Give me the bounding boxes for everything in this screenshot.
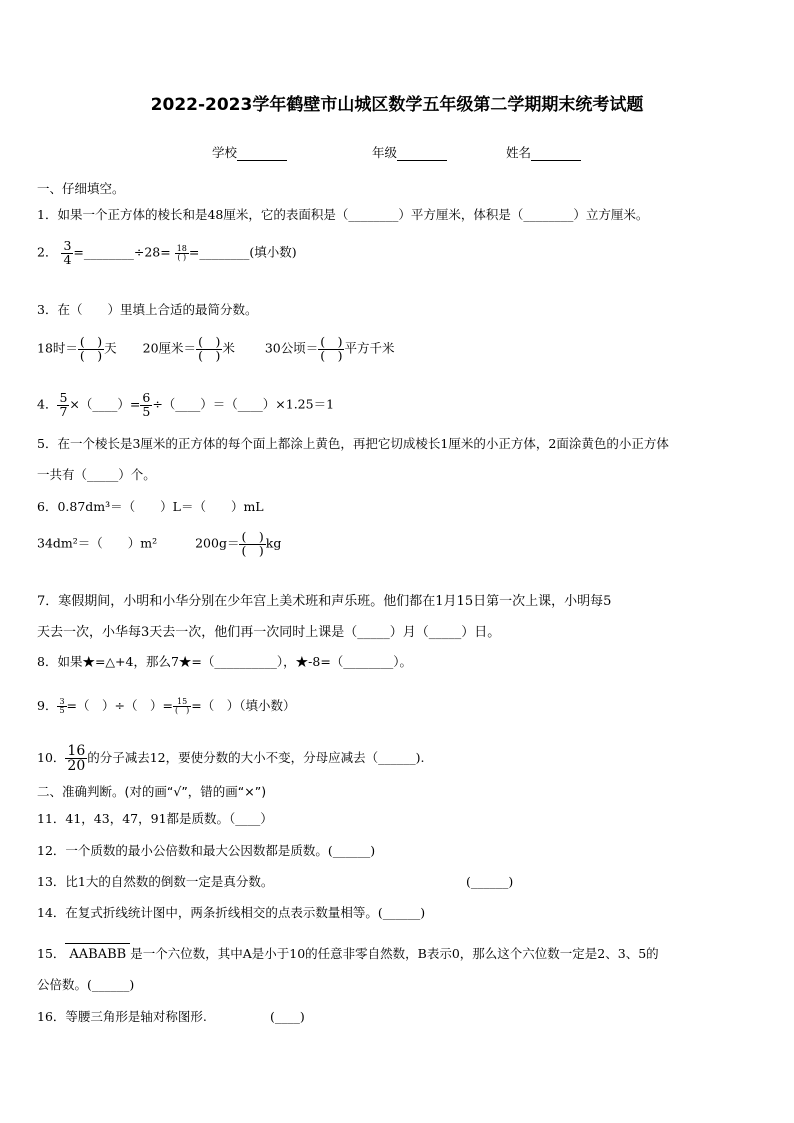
q6-unit: kg xyxy=(265,535,282,551)
q9-text-b: =（ ）（填小数） xyxy=(191,698,296,713)
school-label: 学校 xyxy=(212,145,238,160)
q3-fraction-c: $\frac{( )}{( )}$ xyxy=(320,334,343,363)
q15-overline-number: AABABB xyxy=(65,943,130,961)
q3-unit-c: 平方千米 xyxy=(344,340,395,356)
q4-text-a: ×（____）= xyxy=(69,396,141,412)
q3-part-b: 20厘米＝ xyxy=(142,340,197,356)
question-11: 11．41，43，47，91都是质数。（____） xyxy=(37,811,273,826)
q9-number: 9． xyxy=(37,698,58,713)
question-5-line-2: 一共有（_____）个。 xyxy=(37,467,156,482)
question-6-line-2 xyxy=(37,531,281,557)
section-2-heading: 二、准确判断。(对的画“√”，错的画“×”) xyxy=(37,784,267,799)
q2-small-num: 18 xyxy=(176,243,187,253)
question-16: 16．等腰三角形是轴对称图形. xyxy=(37,1009,207,1024)
q3-unit-b: 米 xyxy=(222,340,235,356)
name-label: 姓名 xyxy=(506,145,532,160)
question-4 xyxy=(37,392,334,418)
q2-end: =________(填小数) xyxy=(188,244,297,260)
q2-number: 2． xyxy=(37,244,58,260)
q15-number: 15． xyxy=(37,946,66,961)
q3-fraction-a: $\frac{( )}{( )}$ xyxy=(79,334,103,363)
name-blank[interactable] xyxy=(531,148,581,161)
school-blank[interactable] xyxy=(237,148,287,161)
school-field xyxy=(212,143,287,161)
question-9 xyxy=(37,698,295,715)
q9-fraction-b: $\frac{15}{( )}$ xyxy=(174,697,190,715)
page-title: 2022-2023学年鹤壁市山城区数学五年级第二学期期末统考试题 xyxy=(150,95,644,115)
question-15-line-1 xyxy=(37,943,659,961)
q2-middle: =________÷28= xyxy=(73,244,171,260)
question-5-line-1: 5．在一个棱长是3厘米的正方体的每个面上都涂上黄色，再把它切成棱长1厘米的小正方体，2面涂黄色的小正方体 xyxy=(37,436,669,451)
question-2 xyxy=(37,240,297,266)
question-12: 12．一个质数的最小公倍数和最大公因数都是质数。(______) xyxy=(37,843,376,858)
q2-fraction-num: 3 xyxy=(63,238,72,253)
q4-number: 4． xyxy=(37,396,58,412)
question-13-blank[interactable]: (______) xyxy=(466,874,514,889)
q10-number: 10． xyxy=(37,750,66,765)
name-field xyxy=(506,143,581,161)
question-3: 3．在（ ）里填上合适的最简分数。 xyxy=(37,302,258,317)
q10-text: 的分子减去12，要使分数的大小不变，分母应减去（______). xyxy=(87,750,425,765)
q4-fraction-b: $\frac{6}{5}$ xyxy=(142,390,151,419)
q3-unit-a: 天 xyxy=(104,340,117,356)
q2-small-fraction xyxy=(175,245,189,262)
q2-small-den: ( ) xyxy=(175,253,189,262)
q6-fraction: $\frac{( )}{( )}$ xyxy=(241,529,264,558)
question-8: 8．如果★=△+4，那么7★=（__________），★-8=（________）。 xyxy=(37,654,413,669)
grade-blank[interactable] xyxy=(397,148,447,161)
q4-fraction-a: $\frac{5}{7}$ xyxy=(59,390,68,419)
q10-fraction: $\frac{16}{20}$ xyxy=(67,743,86,774)
q15-text: 是一个六位数，其中A是小于10的任意非零自然数，B表示0，那么这个六位数一定是2、3、5的 xyxy=(130,946,659,961)
question-7-line-1: 7．寒假期间，小明和小华分别在少年宫上美术班和声乐班。他们都在1月15日第一次上课，小明每5 xyxy=(37,594,612,609)
question-7-line-2: 天去一次，小华每3天去一次，他们再一次同时上课是（_____）月（_____）日。 xyxy=(37,625,501,640)
question-1: 1．如果一个正方体的棱长和是48厘米，它的表面积是（________）平方厘米，体积是（________）立方厘米。 xyxy=(37,207,649,222)
question-10 xyxy=(37,744,425,773)
q9-fraction-a: $\frac{3}{5}$ xyxy=(59,697,65,715)
q2-fraction xyxy=(61,240,73,266)
q6-area: 34dm²＝（ ）m² xyxy=(37,535,158,551)
q4-text-b: ÷（____）＝（____）×1.25＝1 xyxy=(152,396,335,412)
question-15-line-2: 公倍数。(______) xyxy=(37,977,135,992)
question-16-blank[interactable]: (____) xyxy=(270,1009,305,1024)
grade-field xyxy=(372,143,447,161)
section-1-heading: 一、仔细填空。 xyxy=(37,181,125,196)
question-13: 13．比1大的自然数的倒数一定是真分数。 xyxy=(37,874,274,889)
question-3-row xyxy=(37,336,395,362)
q3-part-c: 30公顷＝ xyxy=(264,340,319,356)
q6-mass: 200g＝ xyxy=(195,535,240,551)
question-6-line-1: 6．0.87dm³＝（ ）L＝（ ）mL xyxy=(37,499,264,514)
q2-fraction-den: 4 xyxy=(63,251,72,267)
question-14: 14．在复式折线统计图中，两条折线相交的点表示数量相等。(______) xyxy=(37,905,426,920)
q9-text-a: =（ ）÷（ ）= xyxy=(66,698,173,713)
q3-part-a: 18时＝ xyxy=(37,340,78,356)
grade-label: 年级 xyxy=(372,145,398,160)
q3-fraction-b: $\frac{( )}{( )}$ xyxy=(198,334,221,363)
